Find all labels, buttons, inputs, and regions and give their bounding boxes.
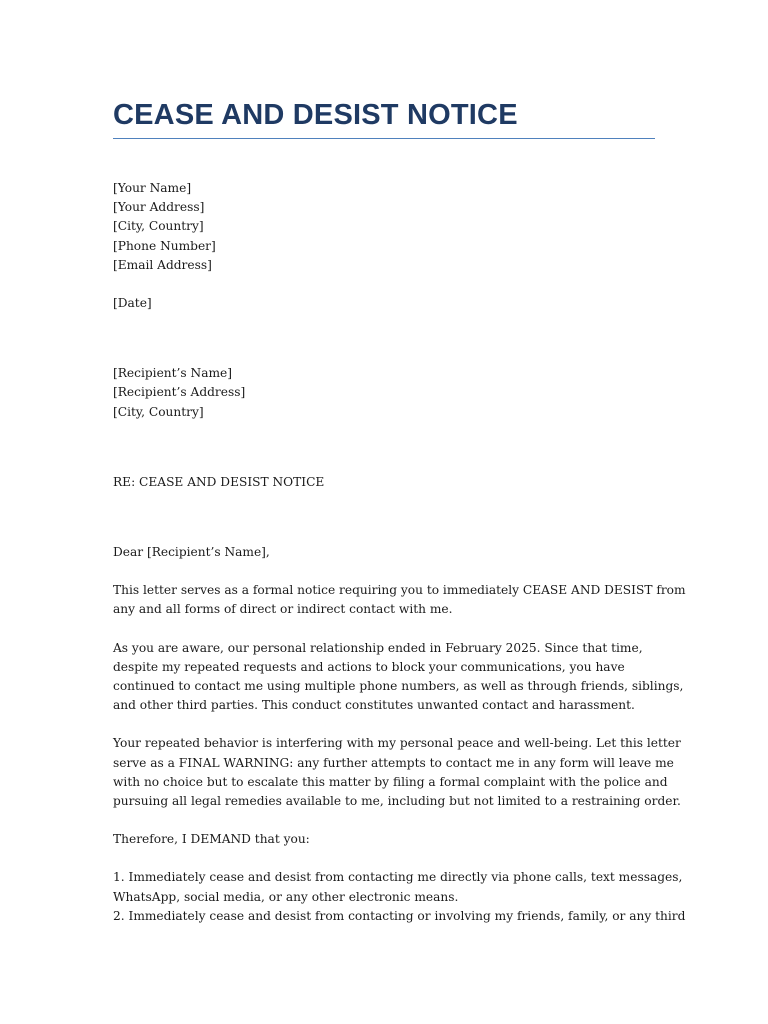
paragraph-line: As you are aware, our personal relationship ended in February 2025. Since that time,: [113, 640, 643, 655]
recipient-block: [113, 364, 658, 422]
recipient-address: [Recipient’s Address]: [113, 385, 246, 400]
paragraph-line: Therefore, I DEMAND that you:: [113, 832, 310, 847]
paragraph-line: Your repeated behavior is interfering with my personal peace and well-being. Let this letter: [113, 736, 681, 751]
recipient-name: [Recipient’s Name]: [113, 366, 232, 381]
paragraph-line: despite my repeated requests and actions to block your communications, you have: [113, 659, 625, 674]
paragraph-2: [113, 639, 684, 716]
sender-phone: [Phone Number]: [113, 238, 216, 253]
demands-list: [113, 868, 686, 926]
list-item-line: 1. Immediately cease and desist from contacting me directly via phone calls, text messages,: [113, 870, 683, 885]
sender-city-country: [City, Country]: [113, 219, 204, 234]
paragraph-line: continued to contact me using multiple phone numbers, as well as through friends, siblings,: [113, 679, 684, 694]
sender-name: [Your Name]: [113, 181, 192, 195]
paragraph-line: pursuing all legal remedies available to me, including but not limited to a restraining order.: [113, 794, 681, 809]
paragraph-3: [113, 734, 681, 811]
sender-email: [Email Address]: [113, 257, 212, 272]
letter-content: [113, 96, 686, 926]
document-title: CEASE AND DESIST NOTICE: [113, 96, 655, 139]
sender-address: [Your Address]: [113, 200, 205, 215]
sender-block: [113, 179, 658, 275]
list-item: [113, 868, 683, 906]
paragraph-line: serve as a FINAL WARNING: any further attempts to contact me in any form will leave me: [113, 755, 674, 770]
salutation: Dear [Recipient’s Name],: [113, 545, 270, 560]
paragraph-line: This letter serves as a formal notice requiring you to immediately CEASE AND DESIST from: [113, 583, 686, 598]
date-block: [113, 294, 658, 313]
letter-date: [Date]: [113, 296, 152, 311]
paragraph-4: [113, 830, 658, 849]
salutation-block: [113, 543, 658, 562]
paragraph-1: [113, 581, 686, 619]
paragraph-line: with no choice but to escalate this matter by filing a formal complaint with the police and: [113, 774, 668, 789]
list-item: [113, 907, 686, 926]
list-item-line: 2. Immediately cease and desist from contacting or involving my friends, family, or any third: [113, 908, 686, 923]
subject-line: RE: CEASE AND DESIST NOTICE: [113, 474, 325, 489]
subject-block: [113, 473, 658, 492]
recipient-city-country: [City, Country]: [113, 404, 204, 419]
paragraph-line: and other third parties. This conduct constitutes unwanted contact and harassment.: [113, 698, 635, 713]
list-item-line: WhatsApp, social media, or any other electronic means.: [113, 889, 459, 904]
paragraph-line: any and all forms of direct or indirect contact with me.: [113, 602, 453, 617]
